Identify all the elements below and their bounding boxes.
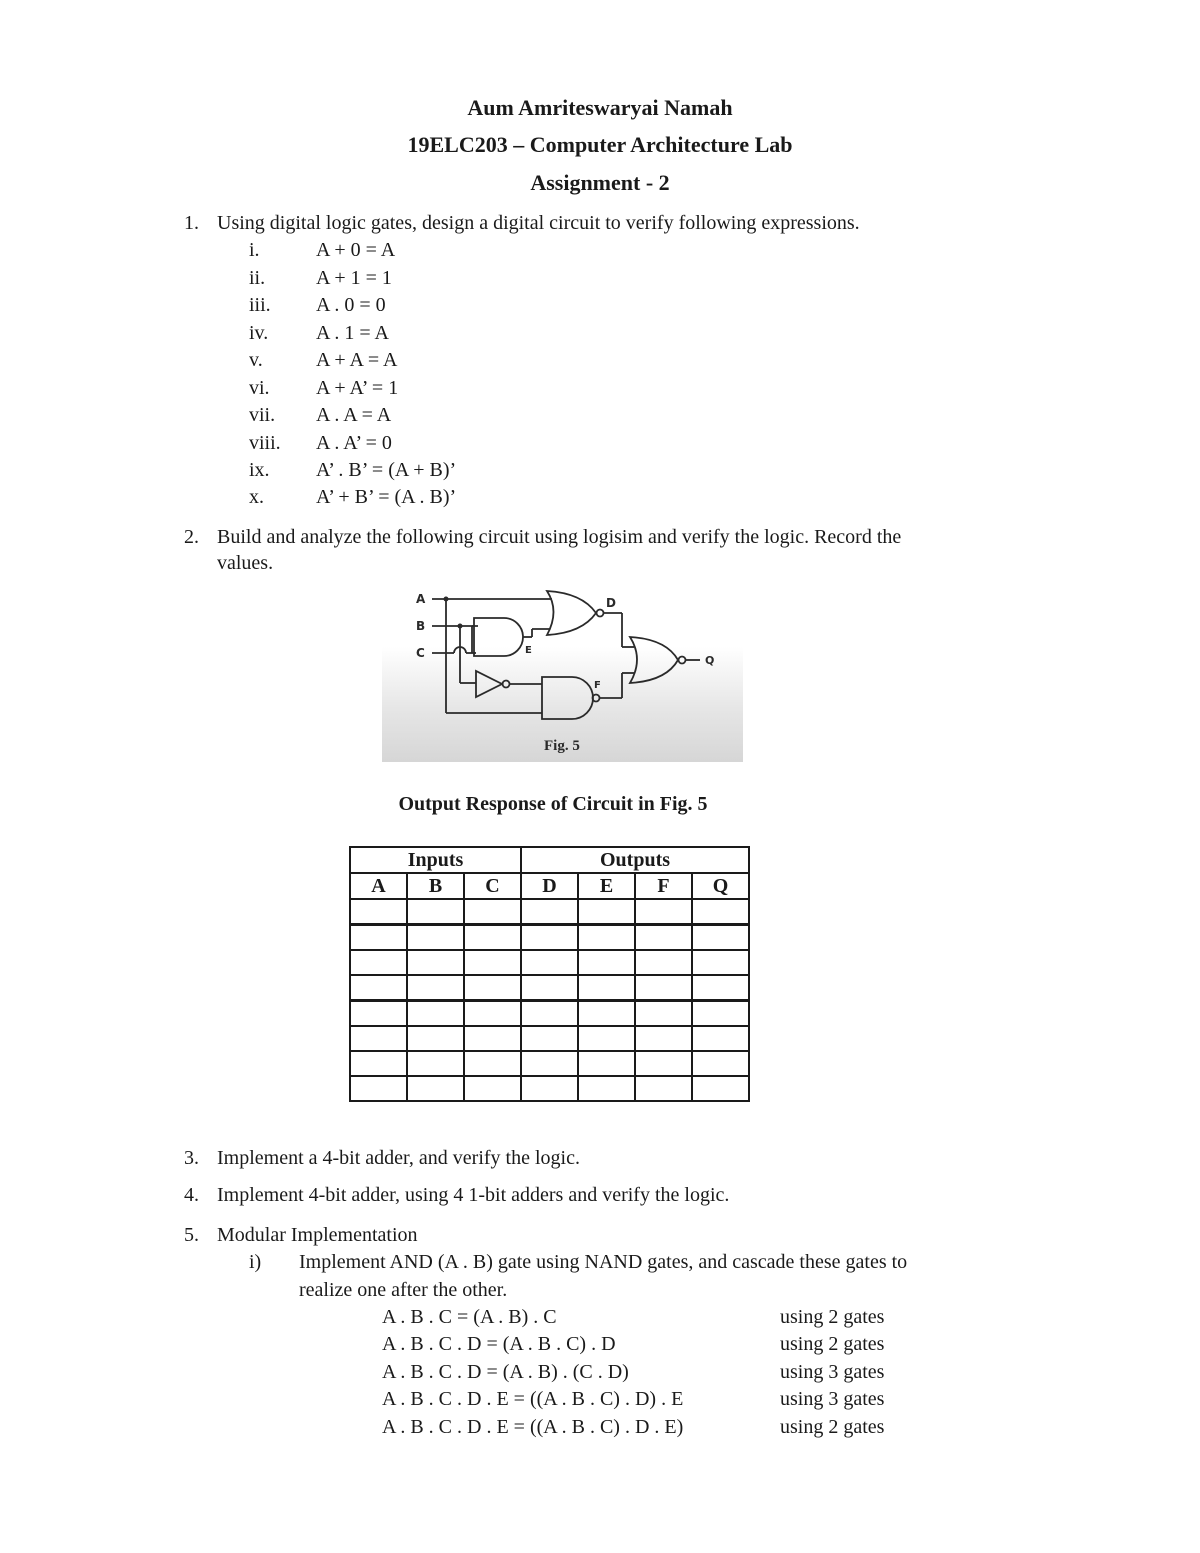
table-title: Output Response of Circuit in Fig. 5 bbox=[398, 793, 708, 815]
table-cell bbox=[464, 925, 521, 951]
table-cell bbox=[692, 1001, 749, 1027]
circuit-label-input: A bbox=[416, 592, 426, 606]
assignment-title: Assignment - 2 bbox=[530, 170, 670, 195]
q5-sub-text-line2: realize one after the other. bbox=[299, 1279, 508, 1301]
q5-expression: A . B . C . D = (A . B) . (C . D) bbox=[382, 1361, 629, 1383]
table-cell bbox=[692, 899, 749, 925]
q2-number: 2. bbox=[184, 526, 199, 548]
q4-number: 4. bbox=[184, 1184, 199, 1206]
q1-item-roman: v. bbox=[249, 349, 263, 371]
q1-item-roman: vii. bbox=[249, 404, 276, 426]
truth-table bbox=[349, 846, 750, 1102]
table-cell bbox=[578, 1001, 635, 1027]
table-cell bbox=[350, 950, 407, 975]
q1-item-expr: A’ . B’ = (A + B)’ bbox=[316, 459, 457, 481]
q5-expression: A . B . C . D . E = ((A . B . C) . D) . E bbox=[382, 1388, 684, 1410]
q1-text: Using digital logic gates, design a digital circuit to verify following expressions. bbox=[217, 212, 860, 234]
q1-item-roman: iii. bbox=[249, 294, 271, 316]
table-cell bbox=[464, 950, 521, 975]
inputs-header: Inputs bbox=[350, 847, 521, 873]
table-cell bbox=[407, 975, 464, 1001]
q2-text-line2: values. bbox=[217, 552, 274, 574]
table-cell bbox=[407, 1001, 464, 1027]
table-row bbox=[350, 1026, 749, 1051]
q5-expression: A . B . C = (A . B) . C bbox=[382, 1306, 557, 1328]
table-cell bbox=[350, 899, 407, 925]
circuit-label-input: B bbox=[416, 619, 426, 633]
table-cell bbox=[521, 1026, 578, 1051]
table-cell bbox=[464, 1001, 521, 1027]
table-row bbox=[350, 925, 749, 951]
table-cell bbox=[578, 1076, 635, 1101]
table-row bbox=[350, 950, 749, 975]
table-cell bbox=[578, 899, 635, 925]
table-row bbox=[350, 1001, 749, 1027]
q5-sub-text-line1: Implement AND (A . B) gate using NAND gates, and cascade these gates to bbox=[299, 1251, 908, 1273]
table-cell bbox=[350, 1026, 407, 1051]
table-cell bbox=[464, 975, 521, 1001]
q3-text: Implement a 4-bit adder, and verify the logic. bbox=[217, 1147, 580, 1169]
table-cell bbox=[635, 1026, 692, 1051]
q5-text: Modular Implementation bbox=[217, 1224, 418, 1246]
table-cell bbox=[578, 925, 635, 951]
circuit-label-input: C bbox=[416, 646, 425, 660]
table-cell bbox=[407, 925, 464, 951]
q5-gate-count: using 2 gates bbox=[780, 1416, 885, 1438]
q1-item-expr: A . 1 = A bbox=[316, 322, 389, 344]
column-header: Q bbox=[692, 873, 749, 899]
table-column-header-row bbox=[350, 873, 749, 899]
table-cell bbox=[407, 1026, 464, 1051]
circuit-label-output: F bbox=[594, 680, 601, 691]
q1-item-roman: viii. bbox=[249, 432, 281, 454]
table-cell bbox=[635, 899, 692, 925]
q1-item-roman: x. bbox=[249, 486, 264, 508]
q5-gate-count: using 2 gates bbox=[780, 1306, 885, 1328]
column-header: D bbox=[521, 873, 578, 899]
table-row bbox=[350, 975, 749, 1001]
table-cell bbox=[578, 1026, 635, 1051]
q1-item-roman: i. bbox=[249, 239, 260, 261]
q4-text: Implement 4-bit adder, using 4 1-bit adders and verify the logic. bbox=[217, 1184, 730, 1206]
table-cell bbox=[464, 1076, 521, 1101]
q1-item-expr: A . A = A bbox=[316, 404, 392, 426]
course-title: 19ELC203 – Computer Architecture Lab bbox=[407, 132, 793, 157]
circuit-diagram bbox=[382, 585, 743, 762]
q1-item-roman: ix. bbox=[249, 459, 270, 481]
table-cell bbox=[521, 1001, 578, 1027]
table-cell bbox=[692, 1051, 749, 1076]
table-cell bbox=[578, 975, 635, 1001]
table-cell bbox=[635, 1001, 692, 1027]
table-cell bbox=[350, 1076, 407, 1101]
q5-expression: A . B . C . D = (A . B . C) . D bbox=[382, 1333, 616, 1355]
table-cell bbox=[521, 1051, 578, 1076]
q5-expression: A . B . C . D . E = ((A . B . C) . D . E) bbox=[382, 1416, 684, 1438]
table-row bbox=[350, 899, 749, 925]
outputs-header: Outputs bbox=[521, 847, 749, 873]
table-cell bbox=[578, 1051, 635, 1076]
table-cell bbox=[350, 925, 407, 951]
table-cell bbox=[350, 1001, 407, 1027]
q1-item-roman: vi. bbox=[249, 377, 270, 399]
q1-item-expr: A + A’ = 1 bbox=[316, 377, 399, 399]
table-cell bbox=[692, 925, 749, 951]
document-title: Aum Amriteswaryai Namah bbox=[467, 95, 733, 120]
q5-gate-count: using 3 gates bbox=[780, 1361, 885, 1383]
q5-sub-number: i) bbox=[249, 1251, 262, 1273]
circuit-label-output: Q bbox=[705, 654, 715, 667]
table-cell bbox=[578, 950, 635, 975]
circuit-label-output: D bbox=[606, 596, 616, 610]
table-cell bbox=[635, 1076, 692, 1101]
q1-item-expr: A + 0 = A bbox=[316, 239, 396, 261]
table-cell bbox=[521, 975, 578, 1001]
q5-gate-count: using 3 gates bbox=[780, 1388, 885, 1410]
q1-item-expr: A’ + B’ = (A . B)’ bbox=[316, 486, 457, 508]
column-header: B bbox=[407, 873, 464, 899]
circuit-figure bbox=[382, 585, 743, 762]
table-cell bbox=[464, 1026, 521, 1051]
table-cell bbox=[350, 1051, 407, 1076]
q1-item-expr: A + 1 = 1 bbox=[316, 267, 392, 289]
table-cell bbox=[521, 899, 578, 925]
q1-item-expr: A . A’ = 0 bbox=[316, 432, 392, 454]
q3-number: 3. bbox=[184, 1147, 199, 1169]
q5-gate-count: using 2 gates bbox=[780, 1333, 885, 1355]
table-cell bbox=[407, 899, 464, 925]
table-cell bbox=[635, 925, 692, 951]
table-cell bbox=[464, 899, 521, 925]
table-cell bbox=[407, 1051, 464, 1076]
column-header: E bbox=[578, 873, 635, 899]
table-group-header-row bbox=[350, 847, 749, 873]
table-cell bbox=[407, 950, 464, 975]
table-cell bbox=[464, 1051, 521, 1076]
q1-item-roman: iv. bbox=[249, 322, 269, 344]
column-header: A bbox=[350, 873, 407, 899]
q1-number: 1. bbox=[184, 212, 199, 234]
figure-caption: Fig. 5 bbox=[544, 738, 580, 754]
q1-item-expr: A + A = A bbox=[316, 349, 398, 371]
q1-item-roman: ii. bbox=[249, 267, 266, 289]
q5-number: 5. bbox=[184, 1224, 199, 1246]
table-cell bbox=[692, 975, 749, 1001]
table-row bbox=[350, 1076, 749, 1101]
table-cell bbox=[692, 1026, 749, 1051]
table-cell bbox=[521, 950, 578, 975]
column-header: C bbox=[464, 873, 521, 899]
table-cell bbox=[635, 975, 692, 1001]
table-cell bbox=[521, 1076, 578, 1101]
q1-item-expr: A . 0 = 0 bbox=[316, 294, 386, 316]
table-cell bbox=[635, 950, 692, 975]
table-row bbox=[350, 1051, 749, 1076]
table-cell bbox=[521, 925, 578, 951]
table-cell bbox=[692, 1076, 749, 1101]
table-cell bbox=[350, 975, 407, 1001]
q2-text-line1: Build and analyze the following circuit using logisim and verify the logic. Record the bbox=[217, 526, 902, 548]
column-header: F bbox=[635, 873, 692, 899]
circuit-label-output: E bbox=[525, 645, 532, 656]
table-cell bbox=[635, 1051, 692, 1076]
table-cell bbox=[692, 950, 749, 975]
table-cell bbox=[407, 1076, 464, 1101]
